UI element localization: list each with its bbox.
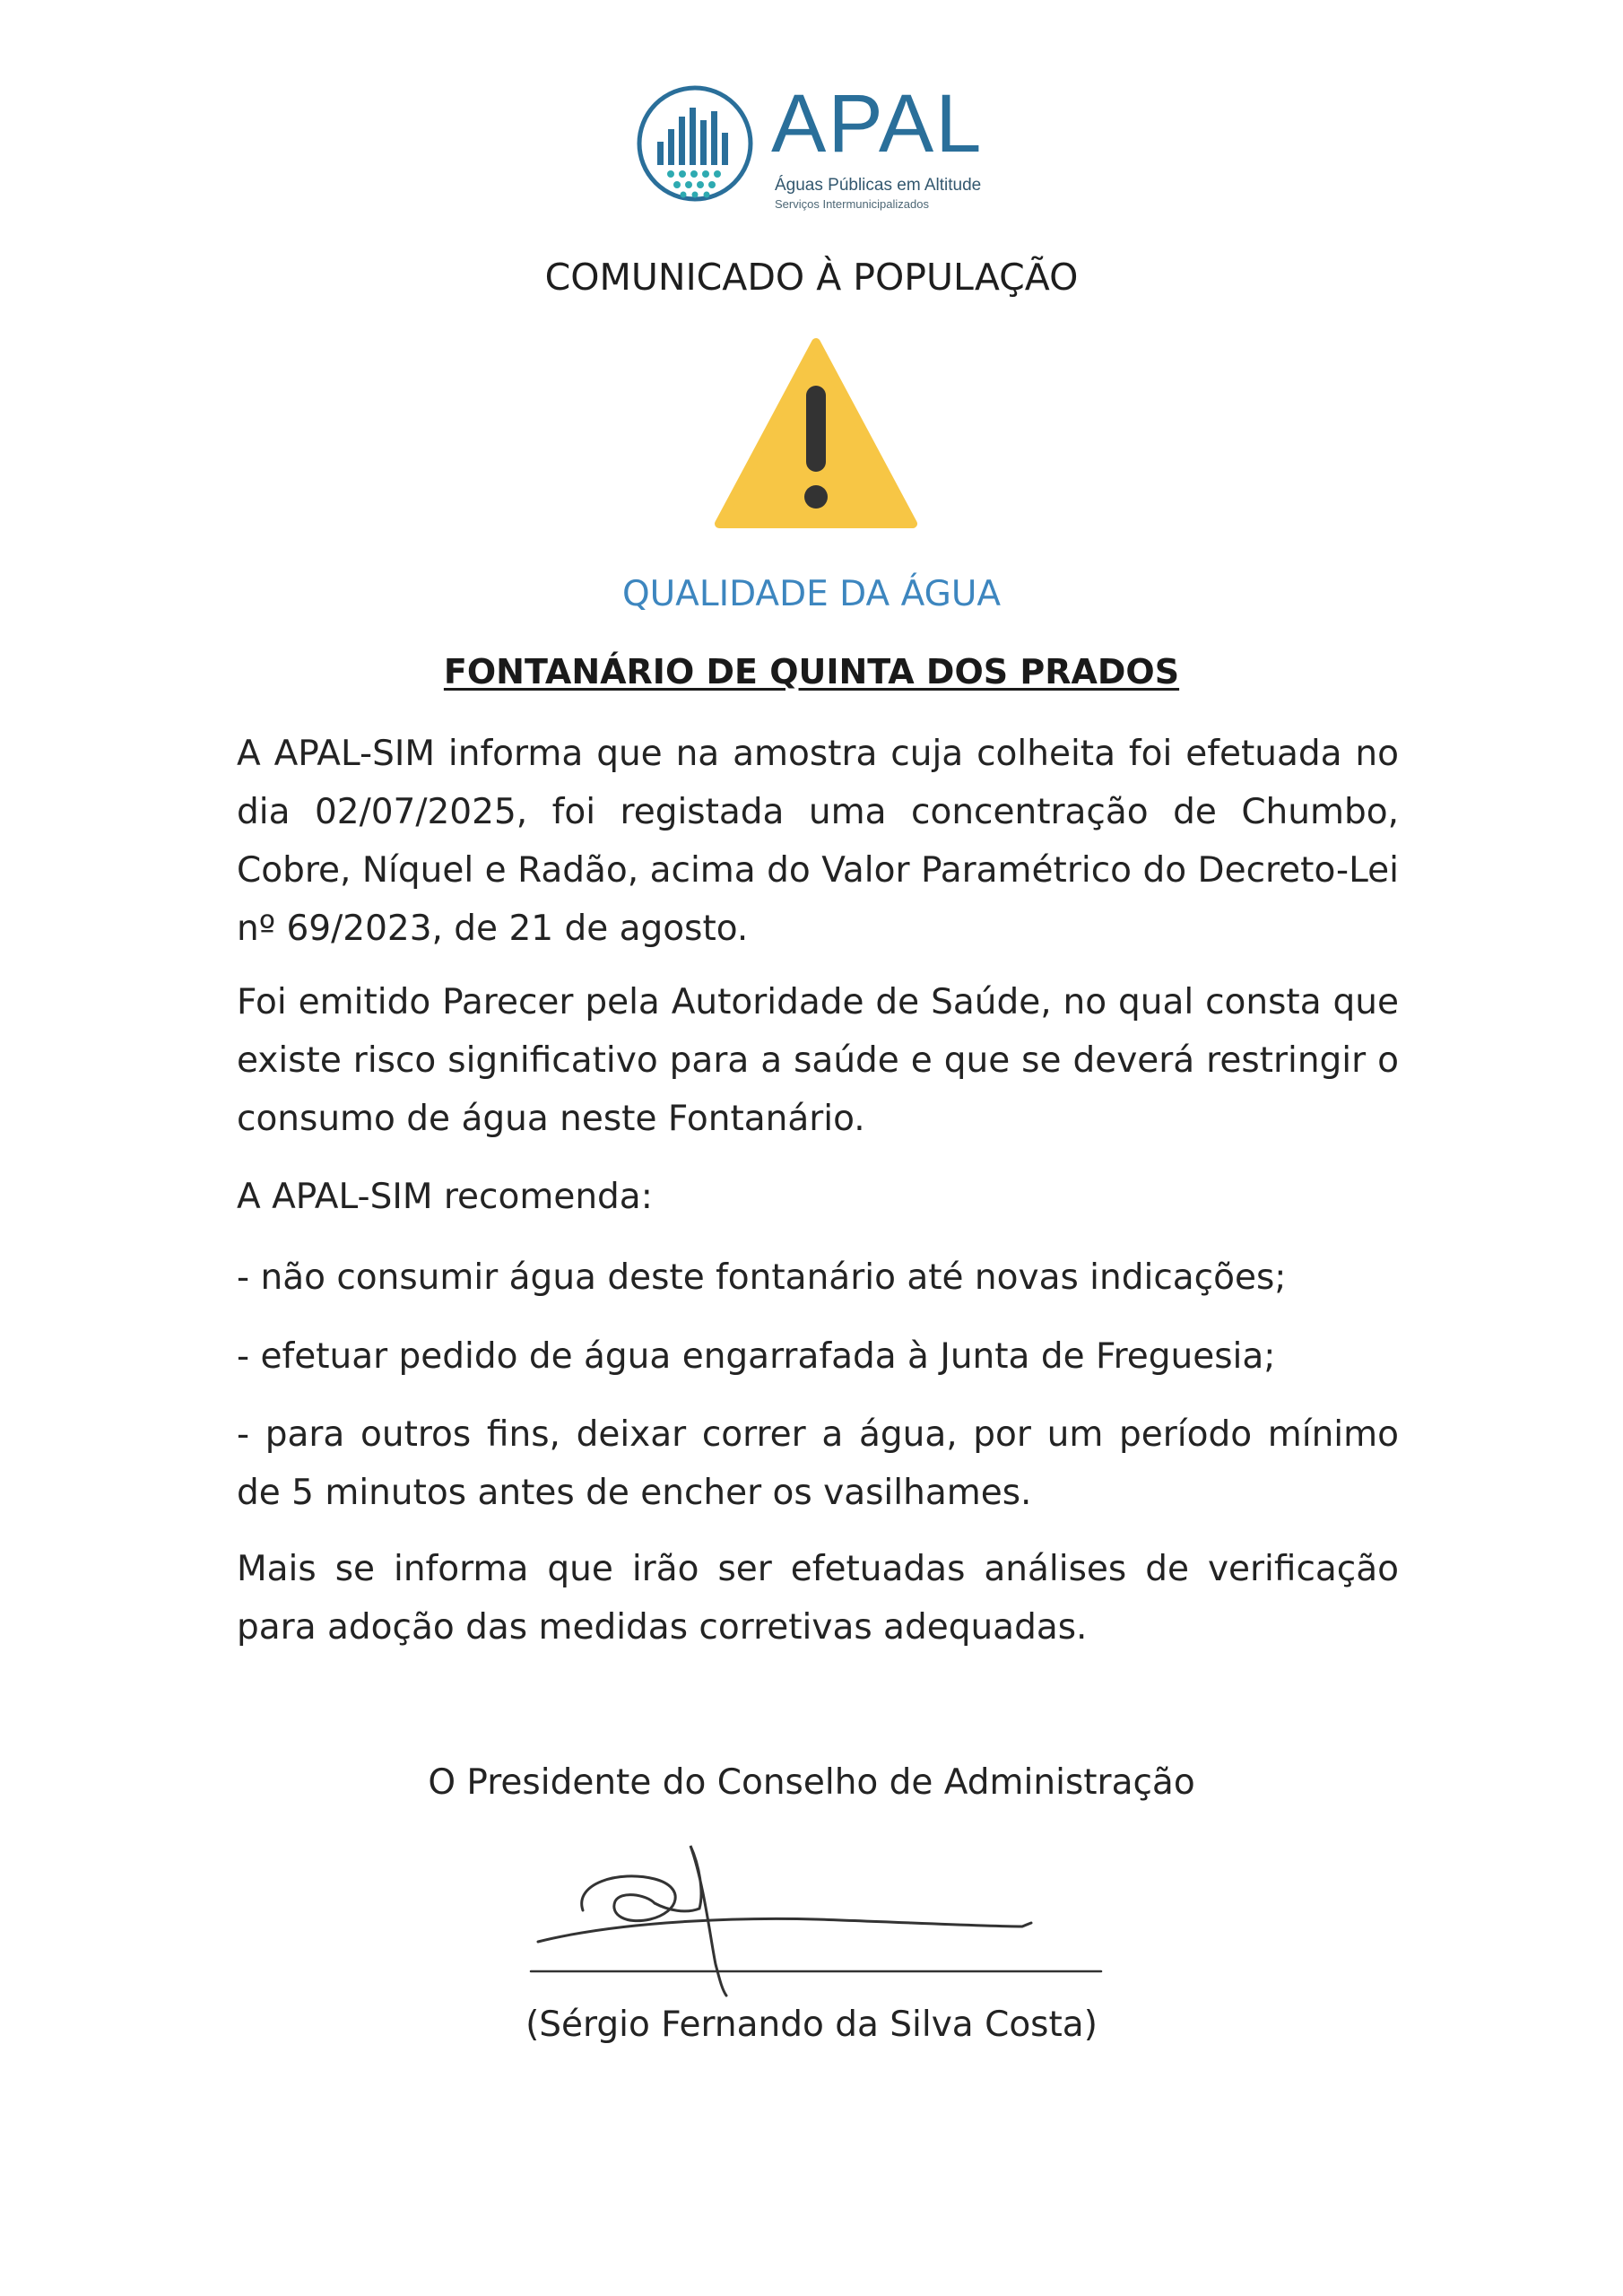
subtitle: QUALIDADE DA ÁGUA [621,574,1002,614]
handwritten-signature [520,1830,1112,2000]
signature-role: O Presidente do Conselho de Administração [428,1762,1195,1803]
paragraph-2: Foi emitido Parecer pela Autoridade de Saúde, no qual consta que existe risco significativo para a saúde e que se deverá restringir o consumo de água neste Fontanário. [237,982,1399,1139]
recommendation-2: - efetuar pedido de água engarrafada à Junta de Freguesia; [237,1336,1276,1377]
page-title: COMUNICADO À POPULAÇÃO [544,256,1079,299]
site-title [0,652,1623,691]
brand-subtagline: Serviços Intermunicipalizados [775,197,929,211]
paragraph-3: A APAL-SIM recomenda: [237,1177,653,1217]
signatory-name: (Sérgio Fernando da Silva Costa) [525,2005,1098,2045]
warning-triangle-icon [708,330,924,536]
paragraph-1: A APAL-SIM informa que na amostra cuja colheita foi efetuada no dia 02/07/2025, foi registada uma concentração de Chumbo, Cobre, Níquel e Radão, acima do Valor Paramétrico do Decreto-Lei nº 69/2023, de 21 de agosto. [237,734,1399,949]
brand-name: APAL [771,78,984,170]
recommendation-3: - para outros fins, deixar correr a água, por um período mínimo de 5 minutos antes de encher os vasilhames. [237,1414,1399,1513]
site-title-text: FONTANÁRIO DE QUINTA DOS PRADOS [443,652,1180,691]
brand-logo [628,78,986,224]
recommendation-1: - não consumir água deste fontanário até novas indicações; [237,1257,1287,1298]
brand-tagline: Águas Públicas em Altitude [775,176,982,195]
apal-logo-icon [628,81,762,215]
paragraph-4: Mais se informa que irão ser efetuadas análises de verificação para adoção das medidas corretivas adequadas. [237,1549,1399,1648]
